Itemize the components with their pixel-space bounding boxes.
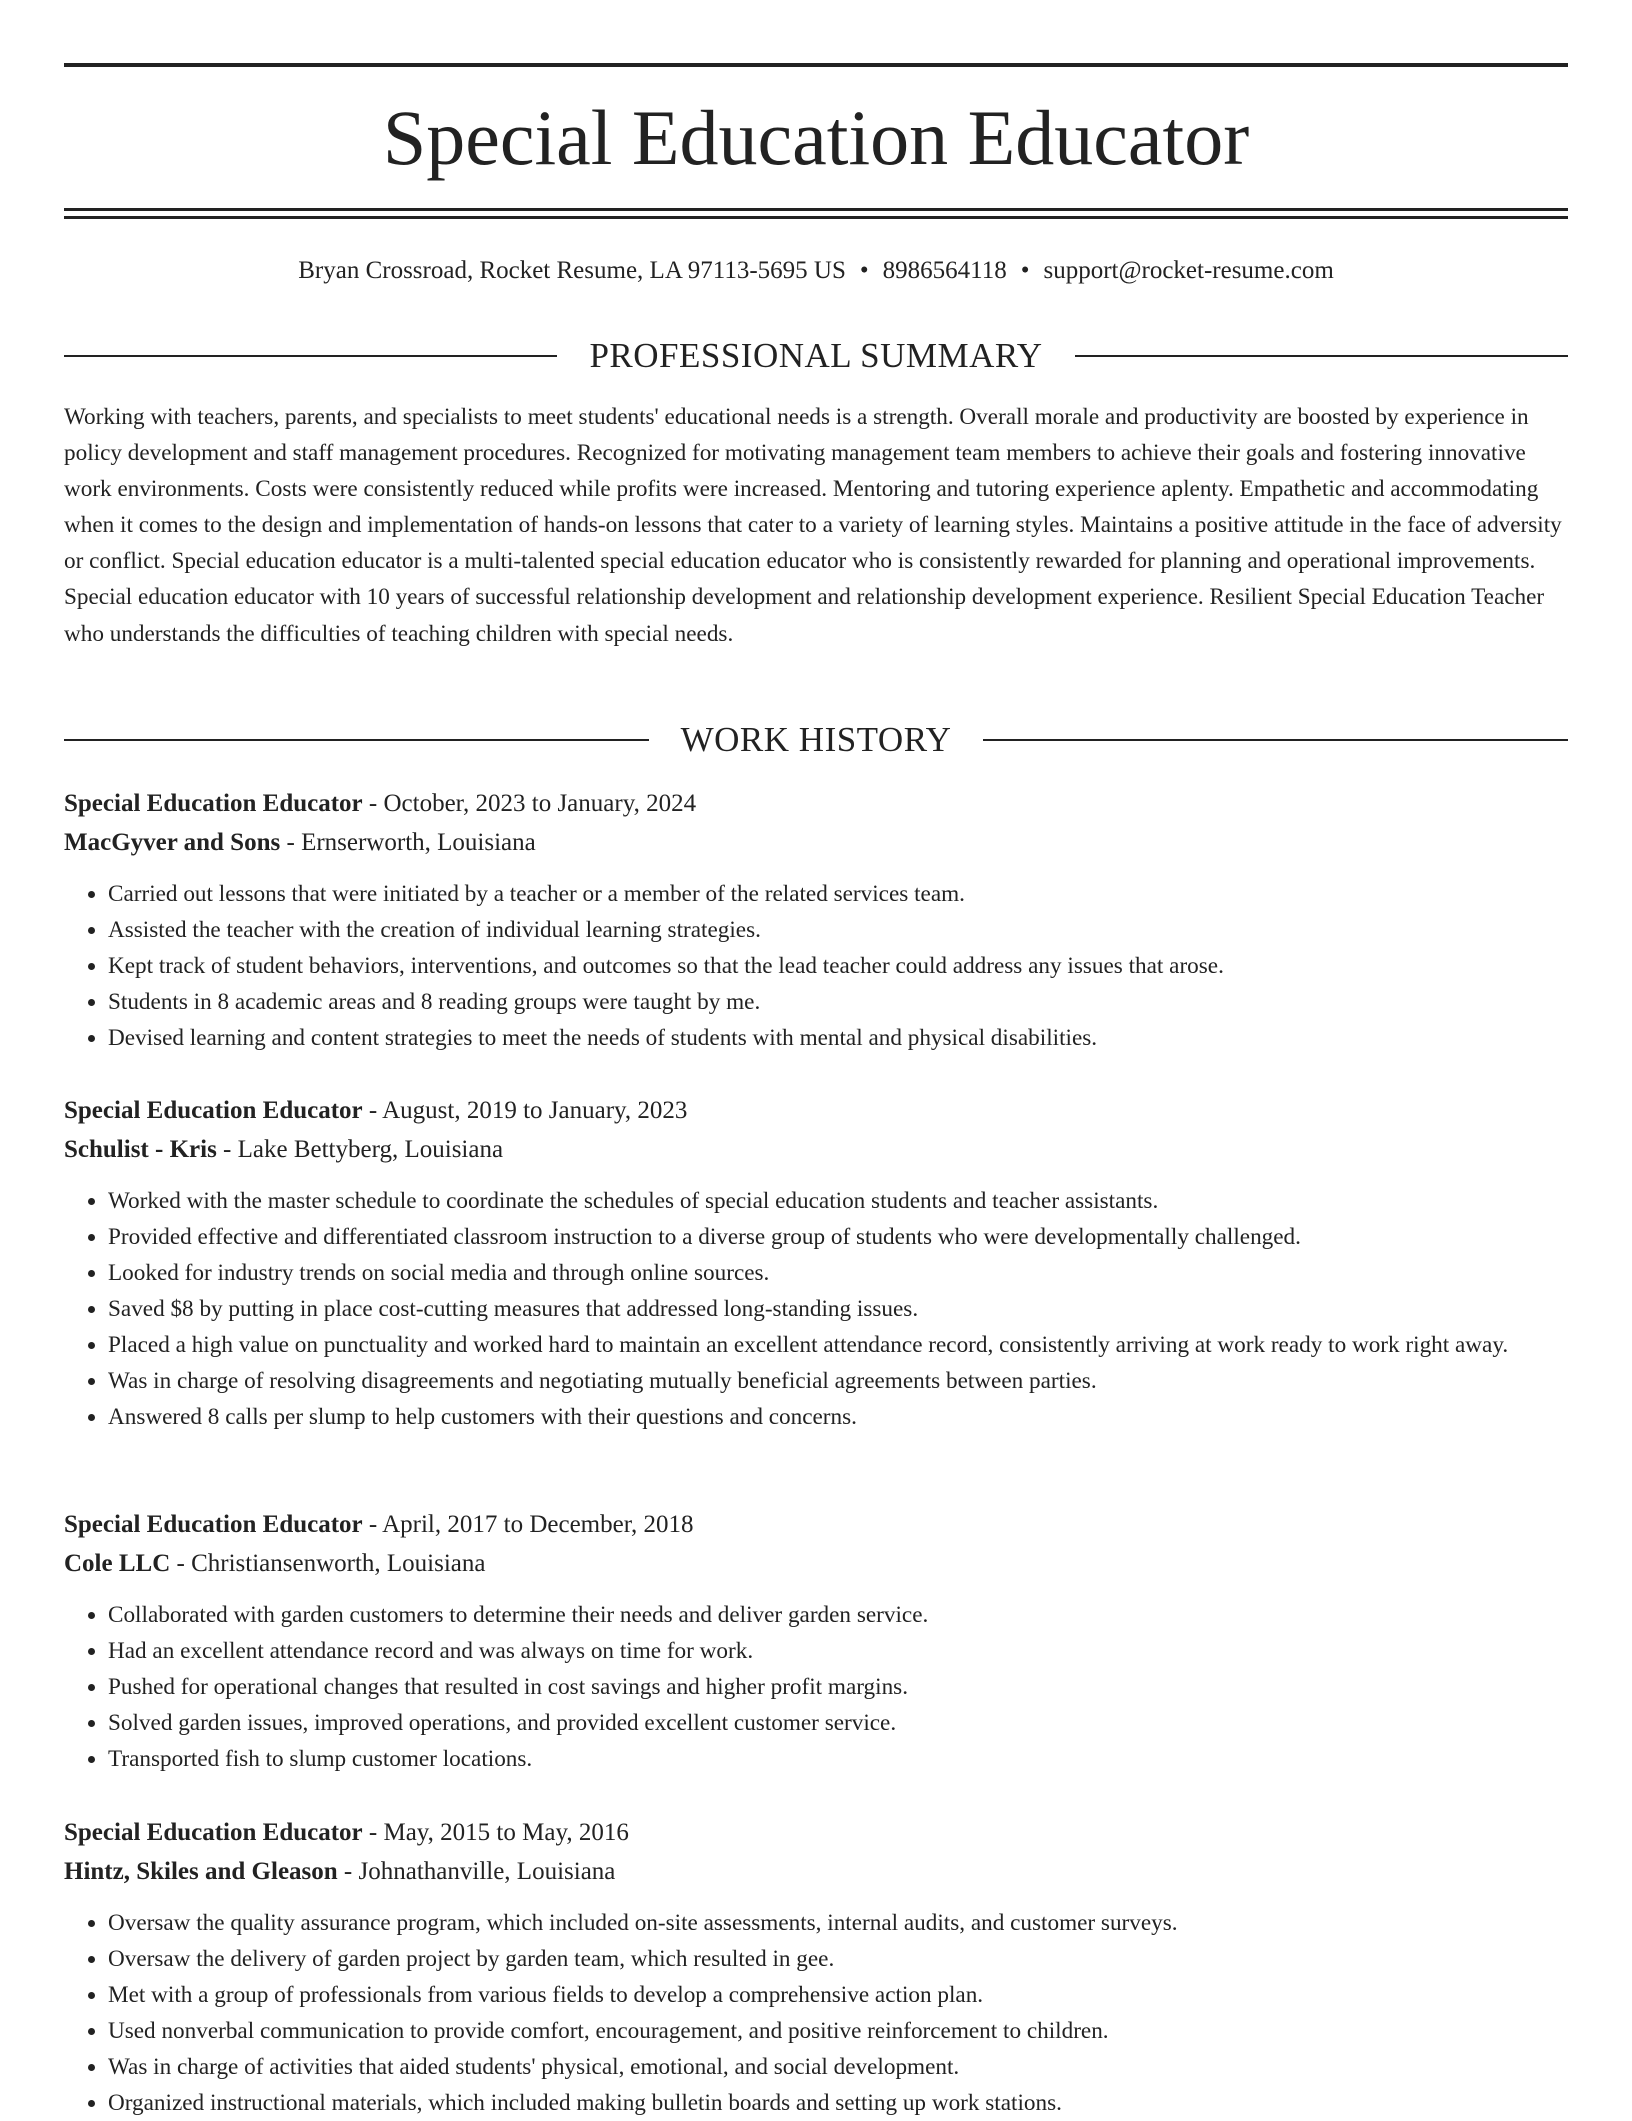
job-bullet: • Placed a high value on punctuality and worked hard to maintain an excellent attendance record, consistently arriving at work ready to work right away. [108,1327,1568,1363]
job-bullet: • Organized instructional materials, which included making bulletin boards and setting up work stations. [108,2085,1568,2121]
job-company-line: Schulist - Kris - Lake Bettyberg, Louisiana [64,1136,504,1163]
job-bullet: • Had an excellent attendance record and was always on time for work. [108,1633,1568,1669]
section-rule-right [983,739,1568,741]
job-bullet: • Looked for industry trends on social media and through online sources. [108,1255,1568,1291]
job-title-line: Special Education Educator - October, 2023 to January, 2024 [64,790,697,817]
job-dates: April, 2017 to December, 2018 [382,1511,694,1538]
contact-separator: • [1020,257,1030,284]
job-bullet: • Was in charge of activities that aided students' physical, emotional, and social development. [108,2049,1568,2085]
job-bullet: • Solved garden issues, improved operations, and provided excellent customer service. [108,1705,1568,1741]
job-bullet: • Saved $8 by putting in place cost-cutting measures that addressed long-standing issues. [108,1291,1568,1327]
job-location: Ernserworth, Louisiana [301,829,536,856]
contact-separator: • [859,257,869,284]
job-entry [64,1813,1568,2121]
job-bullet: • Collaborated with garden customers to determine their needs and deliver garden service. [108,1597,1568,1633]
job-title-line: Special Education Educator - April, 2017 to December, 2018 [64,1511,694,1538]
section-rule-left [64,355,557,357]
job-entry [64,1091,1568,1435]
job-bullet: • Assisted the teacher with the creation of individual learning strategies. [108,912,1568,948]
job-title: Special Education Educator [64,790,363,817]
summary-section-header [64,334,1568,378]
job-company: MacGyver and Sons [64,829,281,856]
job-bullet: • Students in 8 academic areas and 8 reading groups were taught by me. [108,984,1568,1020]
job-title: Special Education Educator [64,1511,363,1538]
job-entry [64,784,1568,1056]
contact-address: Bryan Crossroad, Rocket Resume, LA 97113-5695 US [298,257,846,284]
job-bullet: • Pushed for operational changes that resulted in cost savings and higher profit margins. [108,1669,1568,1705]
job-company: Schulist - Kris [64,1136,217,1163]
job-bullet: • Oversaw the quality assurance program, which included on-site assessments, internal audits, and customer surveys. [108,1905,1568,1941]
job-bullet: • Kept track of student behaviors, interventions, and outcomes so that the lead teacher could address any issues that arose. [108,948,1568,984]
job-bullets [64,876,1568,1056]
job-dates: August, 2019 to January, 2023 [382,1097,688,1124]
job-bullet: • Oversaw the delivery of garden project by garden team, which resulted in gee. [108,1941,1568,1977]
job-bullet: • Was in charge of resolving disagreements and negotiating mutually beneficial agreements between parties. [108,1363,1568,1399]
job-bullet: • Answered 8 calls per slump to help customers with their questions and concerns. [108,1399,1568,1435]
job-bullet: • Transported fish to slump customer locations. [108,1741,1568,1777]
job-dates: October, 2023 to January, 2024 [383,790,697,817]
resume-title: Special Education Educator [382,94,1250,181]
job-bullets [64,1183,1568,1435]
section-rule-right [1075,355,1568,357]
job-bullet: • Carried out lessons that were initiated by a teacher or a member of the related services team. [108,876,1568,912]
job-company-line: Hintz, Skiles and Gleason - Johnathanville, Louisiana [64,1858,616,1885]
job-company-line: MacGyver and Sons - Ernserworth, Louisiana [64,829,536,856]
job-title: Special Education Educator [64,1819,363,1846]
job-company: Cole LLC [64,1550,171,1577]
contact-phone: 8986564118 [882,257,1007,284]
job-location: Johnathanville, Louisiana [358,1858,616,1885]
job-company: Hintz, Skiles and Gleason [64,1858,338,1885]
header-top-rule [64,63,1568,67]
work-history-section-header [64,718,1568,762]
contact-email: support@rocket-resume.com [1043,257,1334,284]
work-history-heading: WORK HISTORY [680,720,952,759]
job-bullets [64,1597,1568,1777]
job-entry [64,1505,1568,1777]
job-bullet: • Provided effective and differentiated classroom instruction to a diverse group of students who were developmentally challenged. [108,1219,1568,1255]
job-company-line: Cole LLC - Christiansenworth, Louisiana [64,1550,486,1577]
job-bullet: • Met with a group of professionals from various fields to develop a comprehensive action plan. [108,1977,1568,2013]
job-bullet: • Devised learning and content strategies to meet the needs of students with mental and physical disabilities. [108,1020,1568,1056]
job-title: Special Education Educator [64,1097,363,1124]
job-location: Lake Bettyberg, Louisiana [237,1136,504,1163]
job-dates: May, 2015 to May, 2016 [383,1819,629,1846]
header-double-rule-upper [64,208,1568,211]
summary-text: Working with teachers, parents, and specialists to meet students' educational needs is a strength. Overall morale and productivity are boosted by experience in policy development and staff management procedures. Recognized for motivating management team members to achieve their goals and fostering innovative work environments. Costs were consistently reduced while profits were increased. Mentoring and tutoring experience aplenty. Empathetic and accommodating when it comes to the design and implementation of hands-on lessons that cater to a variety of learning styles. Maintains a positive attitude in the face of adversity or conflict. Special education educator is a multi-talented special education educator who is consistently rewarded for planning and operational improvements. Special education educator with 10 years of successful relationship development and relationship development experience. Resilient Special Education Teacher who understands the difficulties of teaching children with special needs. [64,404,1562,647]
job-title-line: Special Education Educator - May, 2015 to May, 2016 [64,1819,629,1846]
job-location: Christiansenworth, Louisiana [191,1550,486,1577]
header-double-rule-lower [64,216,1568,219]
summary-heading: PROFESSIONAL SUMMARY [589,336,1043,375]
contact-line [64,254,1568,288]
job-title-line: Special Education Educator - August, 2019 to January, 2023 [64,1097,688,1124]
job-bullet: • Used nonverbal communication to provide comfort, encouragement, and positive reinforcement to children. [108,2013,1568,2049]
job-bullets [64,1905,1568,2121]
job-bullet: • Worked with the master schedule to coordinate the schedules of special education students and teacher assistants. [108,1183,1568,1219]
section-rule-left [64,739,649,741]
